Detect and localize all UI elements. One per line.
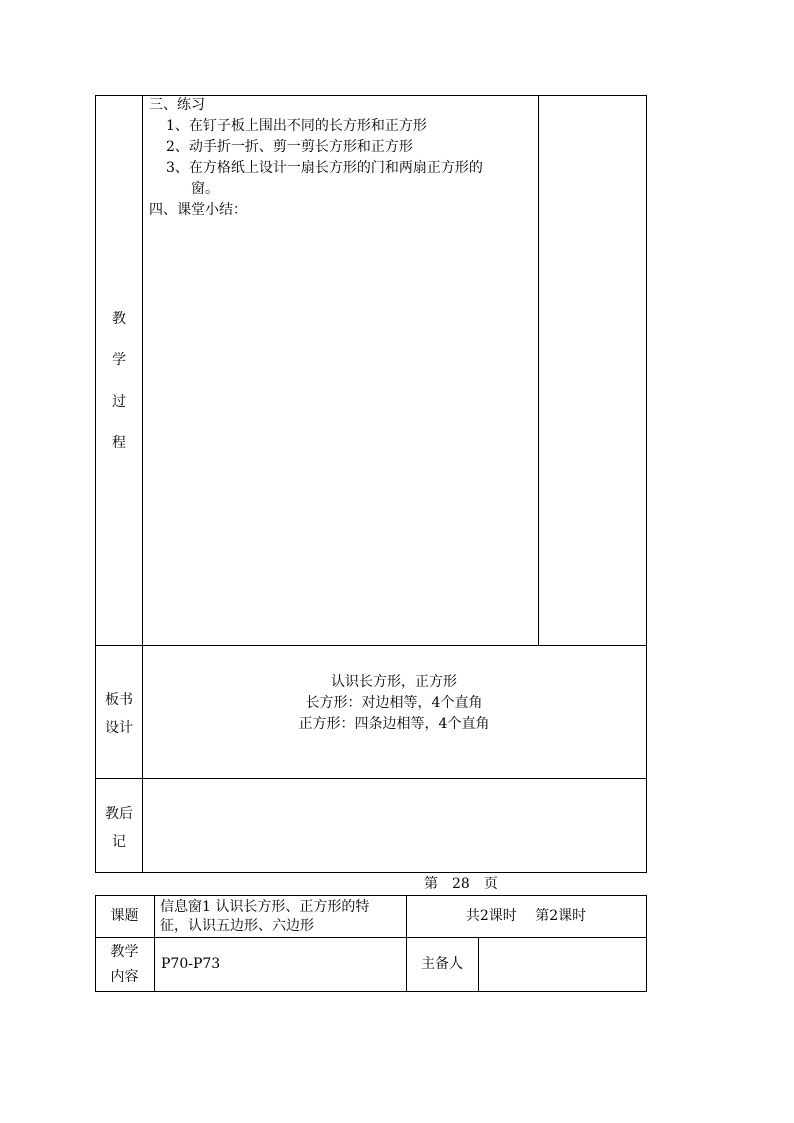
section-heading-practice: 三、练习 xyxy=(149,97,205,113)
board-square: 正方形：四条边相等，4个直角 xyxy=(298,716,490,732)
process-label-char: 程 xyxy=(112,435,126,451)
board-rectangle: 长方形：对边相等，4个直角 xyxy=(305,695,483,711)
board-label-line: 板书 xyxy=(105,692,133,708)
content-label-line: 教学 xyxy=(110,944,139,960)
content-label-line: 内容 xyxy=(110,969,139,985)
board-title: 认识长方形，正方形 xyxy=(331,674,457,690)
section-heading-summary: 四、课堂小结： xyxy=(149,202,247,218)
reflection-label-line: 记 xyxy=(112,834,126,850)
process-label-char: 学 xyxy=(112,352,126,368)
reflection-label-line: 教后 xyxy=(105,806,133,822)
topic-label: 课题 xyxy=(110,908,139,924)
process-label-char: 教 xyxy=(112,311,126,327)
preparer-label: 主备人 xyxy=(421,956,463,972)
content-pages: P70-P73 xyxy=(161,956,221,972)
practice-item-3: 3、在方格纸上设计一扇长方形的门和两扇正方形的 xyxy=(166,160,483,176)
process-label-char: 过 xyxy=(112,394,126,410)
practice-item-2: 2、动手折一折、剪一剪长方形和正方形 xyxy=(166,139,413,155)
practice-item-3-cont: 窗。 xyxy=(191,181,219,197)
practice-item-1: 1、在钉子板上围出不同的长方形和正方形 xyxy=(166,118,427,134)
board-label-line: 设计 xyxy=(105,720,133,736)
page-number: 第 28 页 xyxy=(424,876,498,892)
topic-line-1: 信息窗1 认识长方形、正方形的特 xyxy=(160,899,370,915)
topic-line-2: 征，认识五边形、六边形 xyxy=(160,918,314,934)
class-hours: 共2课时 第2课时 xyxy=(465,908,587,924)
